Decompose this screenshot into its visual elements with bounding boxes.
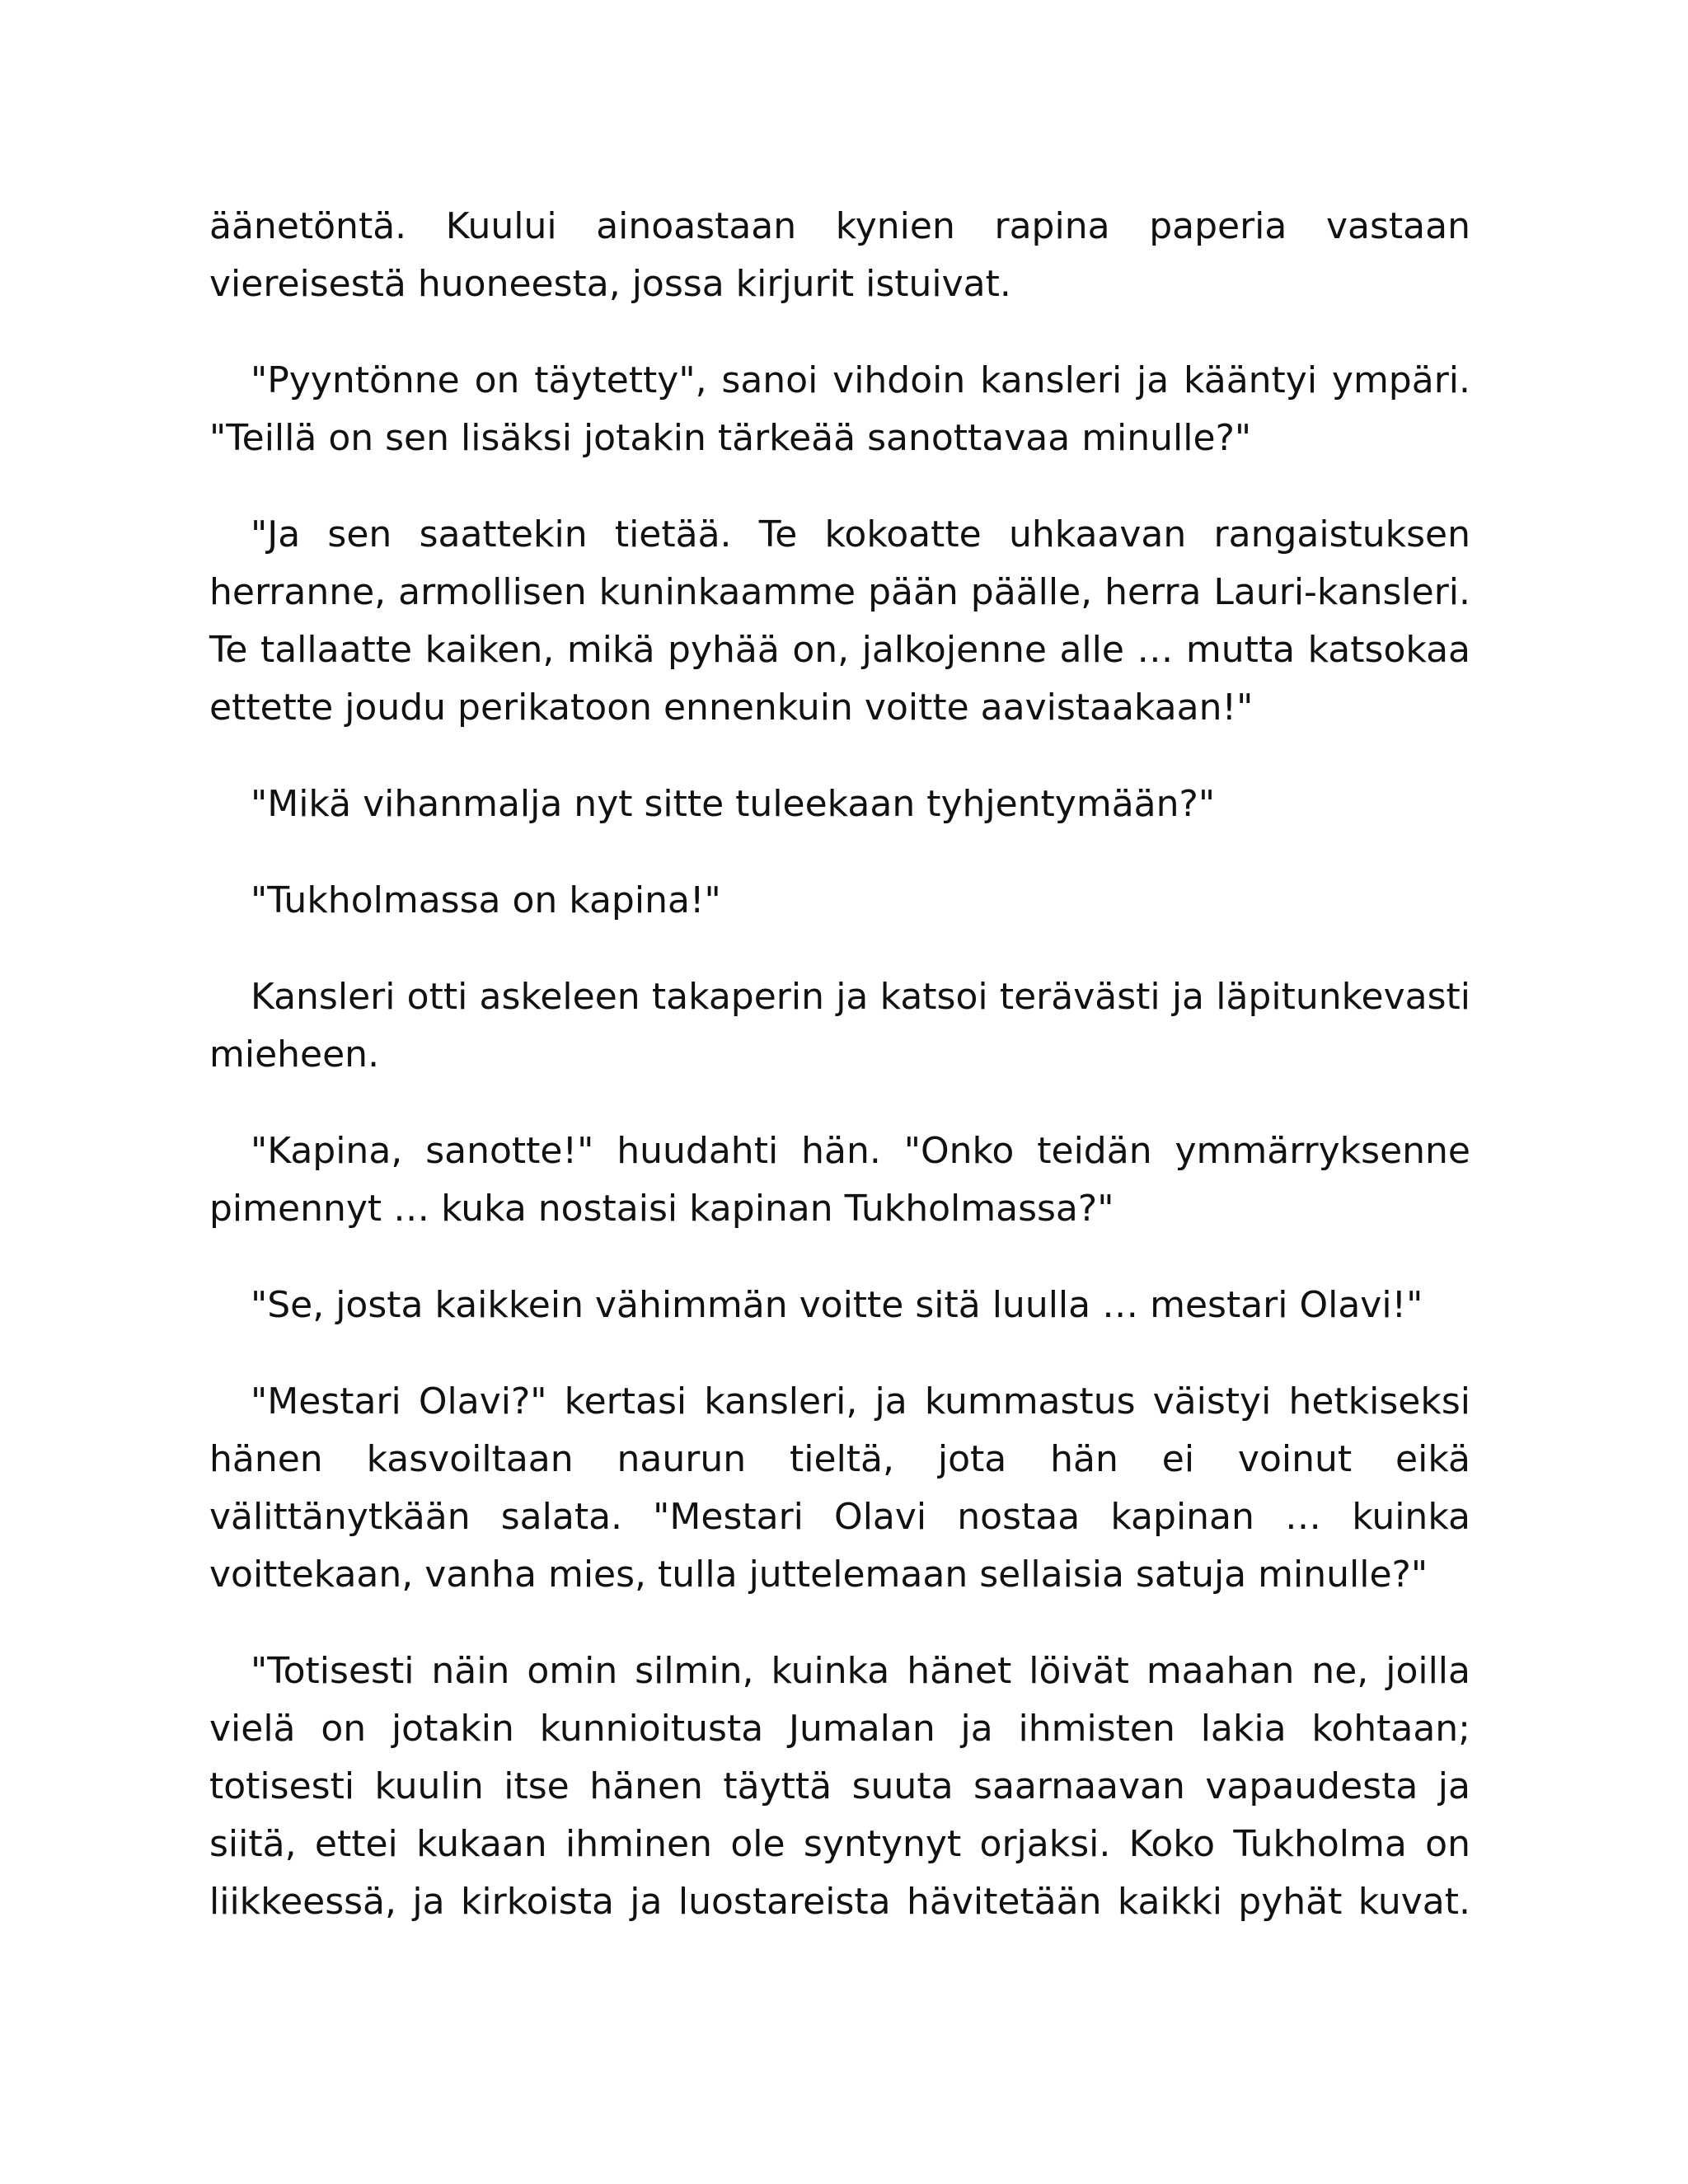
paragraph: "Pyyntönne on täytetty", sanoi vihdoin kansleri ja kääntyi ympäri. "Teillä on sen lisäksi jotakin tärkeää sanottavaa minulle?" [209, 359, 1470, 459]
paragraph-continued: äänetöntä. Kuului ainoastaan kynien rapina paperia vastaan viereisestä huoneesta, jossa kirjurit istuivat. [209, 205, 1470, 305]
paragraph-continues: "Totisesti näin omin silmin, kuinka hänet löivät maahan ne, joilla vielä on jotakin kunnioitusta Jumalan ja ihmisten lakia kohtaan; totisesti kuulin itse hänen täyttä suuta saarnaavan vapaudesta ja siitä, ettei kukaan ihminen ole syntynyt orjaksi. Koko Tukholma on liikkeessä, ja kirkoista ja luostareista hävitetään kaikki pyhät kuvat. [209, 1650, 1470, 1923]
paragraph: "Mikä vihanmalja nyt sitte tuleekaan tyhjentymään?" [251, 783, 1216, 825]
paragraph: "Se, josta kaikkein vähimmän voitte sitä luulla … mestari Olavi!" [251, 1284, 1423, 1326]
paragraph: "Tukholmassa on kapina!" [251, 879, 721, 921]
paragraph: Kansleri otti askeleen takaperin ja katsoi terävästi ja läpitunkevasti mieheen. [209, 976, 1470, 1076]
paragraph: "Mestari Olavi?" kertasi kansleri, ja kummastus väistyi hetkiseksi hänen kasvoiltaan naurun tieltä, jota hän ei voinut eikä välittänytkään salata. "Mestari Olavi nostaa kapinan … kuinka voittekaan, vanha mies, tulla juttelemaan sellaisia satuja minulle?" [209, 1380, 1470, 1596]
document-page [209, 198, 1470, 1931]
paragraph: "Ja sen saattekin tietää. Te kokoatte uhkaavan rangaistuksen herranne, armollisen kuninkaamme pään päälle, herra Lauri-kansleri. Te tallaatte kaiken, mikä pyhää on, jalkojenne alle … mutta katsokaa ettette joudu perikatoon ennenkuin voitte aavistaakaan!" [209, 513, 1470, 729]
paragraph: "Kapina, sanotte!" huudahti hän. "Onko teidän ymmärryksenne pimennyt … kuka nostaisi kapinan Tukholmassa?" [209, 1130, 1470, 1230]
